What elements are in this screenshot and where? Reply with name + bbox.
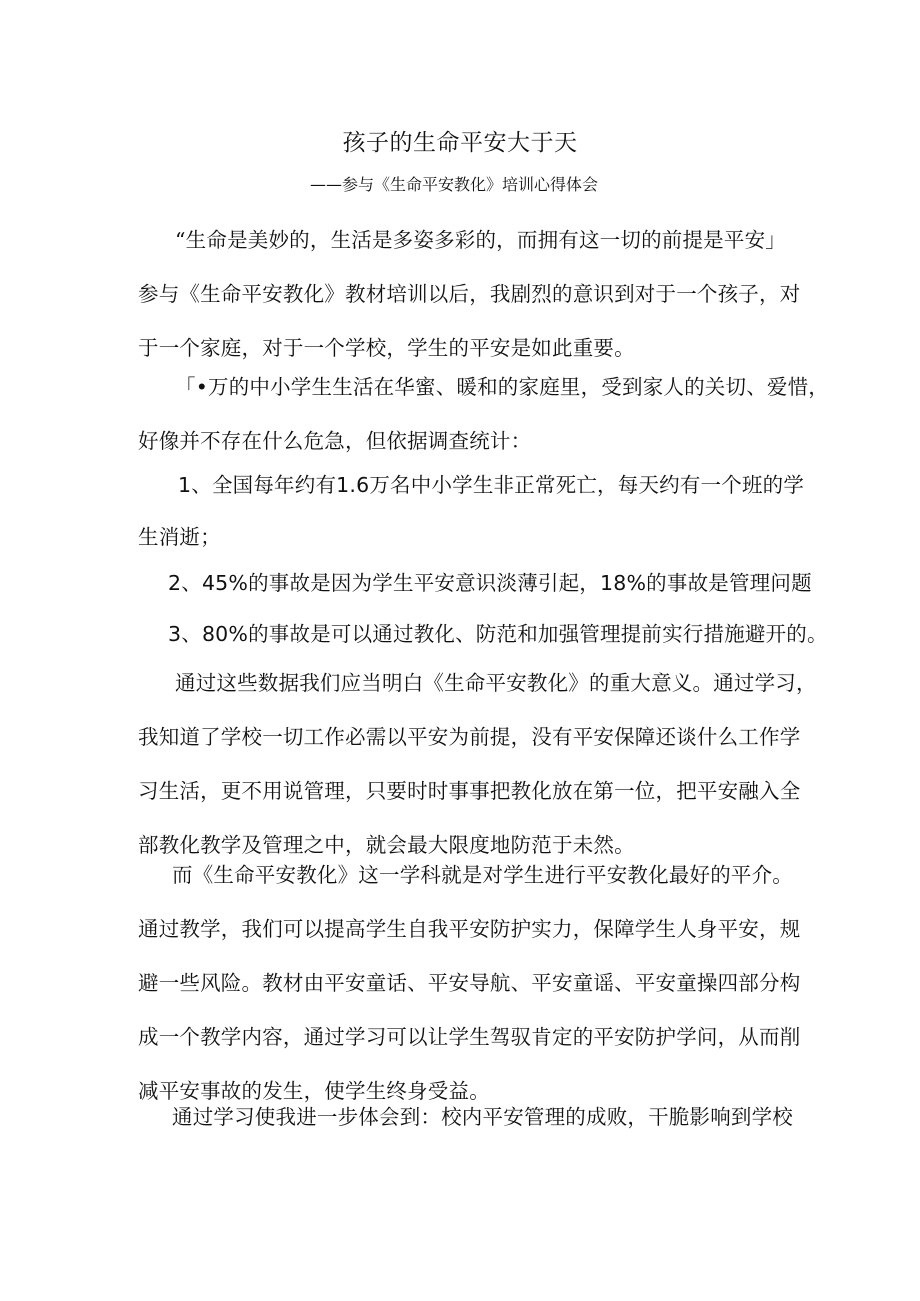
stat-item-1-line-1: 1、全国每年约有1.6万名中小学生非正常死亡，每天约有一个班的学 [178, 473, 805, 497]
stat-item-1-line-2: 生消逝； [138, 525, 221, 549]
paragraph-line: 于一个家庭，对于一个学校，学生的平安是如此重要。 [138, 336, 635, 360]
paragraph-line: 习生活，更不用说管理，只要时时事事把教化放在第一位，把平安融入全 [138, 779, 801, 803]
paragraph-subject [138, 848, 801, 1118]
paragraph-intro [138, 213, 801, 375]
paragraph-conclusion [138, 1090, 793, 1144]
paragraph-line: 通过教学，我们可以提高学生自我平安防护实力，保障学生人身平安，规 [138, 917, 801, 941]
stat-item-2: 2、45%的事故是因为学生平安意识淡薄引起，18%的事故是管理问题 [168, 571, 812, 595]
paragraph-line: 减平安事故的发生，使学生终身受益。 [138, 1079, 490, 1103]
paragraph-context [138, 360, 829, 468]
paragraph-line: 避一些风险。教材由平安童话、平安导航、平安童谣、平安童操四部分构 [138, 971, 801, 995]
paragraph-line: 成一个教学内容，通过学习可以让学生驾驭肯定的平安防护学问，从而削 [138, 1025, 801, 1049]
paragraph-line: 我知道了学校一切工作必需以平安为前提，没有平安保障还谈什么工作学 [138, 725, 801, 749]
page-title: 孩子的生命平安大于天 [342, 130, 578, 156]
paragraph-meaning [138, 656, 817, 872]
paragraph-line: “生命是美妙的，生活是多姿多彩的，而拥有这一切的前提是平安」 [175, 228, 786, 252]
paragraph-line: 通过学习使我进一步体会到：校内平安管理的成败，干脆影响到学校 [172, 1105, 793, 1129]
paragraph-line: 部教化教学及管理之中，就会最大限度地防范于未然。 [138, 833, 635, 857]
paragraph-line: 好像并不存在什么危急，但依据调查统计： [138, 429, 532, 453]
paragraph-line: 「•万的中小学生生活在华蜜、暖和的家庭里，受到家人的关切、爱惜， [175, 375, 829, 399]
page-subtitle: ——参与《生命平安教化》培训心得体会 [310, 175, 599, 194]
paragraph-line: 而《生命平安教化》这一学科就是对学生进行平安教化最好的平介。 [172, 863, 793, 887]
stat-item-3: 3、80%的事故是可以通过教化、防范和加强管理提前实行措施避开的。 [168, 622, 828, 646]
paragraph-line: 参与《生命平安教化》教材培训以后，我剧烈的意识到对于一个孩子，对 [138, 282, 801, 306]
paragraph-line: 通过这些数据我们应当明白《生命平安教化》的重大意义。通过学习， [175, 671, 817, 695]
